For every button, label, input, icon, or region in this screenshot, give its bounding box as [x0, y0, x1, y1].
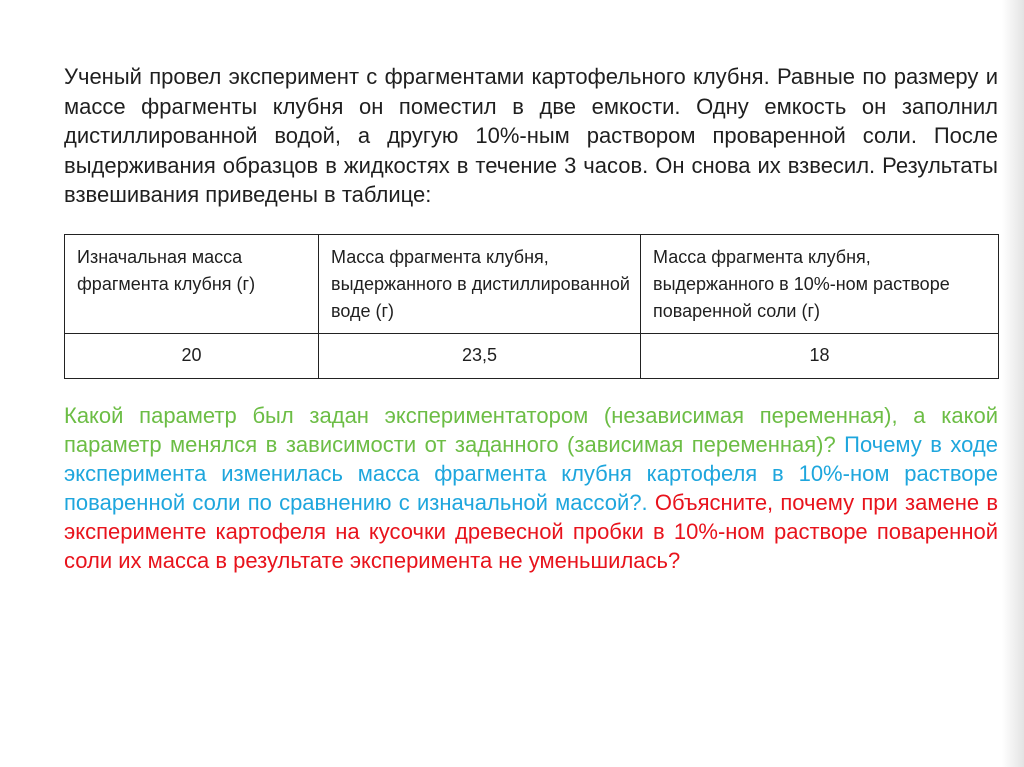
cell-mass-salt-solution: 18 — [641, 333, 999, 378]
header-mass-salt-solution: Масса фрагмента клубня, выдержанного в 10%-ном растворе поваренной соли (г) — [641, 234, 999, 333]
cell-initial-mass: 20 — [65, 333, 319, 378]
question-mass-change: Почему в ходе эксперимента изменилась масса фрагмента клубня картофеля в 10%-ном растворе поваренной соли по сравнению с изначальной массой?. — [64, 431, 999, 515]
questions-paragraph — [64, 401, 998, 575]
header-initial-mass: Изначальная масса фрагмента клубня (г) — [65, 234, 319, 333]
slide-content — [64, 62, 998, 575]
slide-edge-shadow — [1002, 0, 1024, 767]
results-table — [64, 234, 999, 379]
question-cork: Объясните, почему при замене в эксперименте картофеля на кусочки древесной пробки в 10%-ном растворе поваренной соли их масса в результате эксперимента не уменьшилась? — [64, 489, 999, 573]
table-row — [65, 333, 999, 378]
header-mass-distilled-water: Масса фрагмента клубня, выдержанного в дистиллированной воде (г) — [319, 234, 641, 333]
question-variables: Какой параметр был задан экспериментатором (независимая переменная), а какой параметр менялся в зависимости от заданного (зависимая переменная)? — [64, 402, 998, 457]
cell-mass-distilled-water: 23,5 — [319, 333, 641, 378]
intro-paragraph: Ученый провел эксперимент с фрагментами картофельного клубня. Равные по размеру и массе фрагменты клубня он поместил в две емкости. Одну емкость он заполнил дистиллированной водой, а другую 10%-ным раствором проваренной соли. После выдерживания образцов в жидкостях в течение 3 часов. Он снова их взвесил. Результаты взвешивания приведены в таблице: — [64, 64, 998, 207]
table-header-row — [65, 234, 999, 333]
